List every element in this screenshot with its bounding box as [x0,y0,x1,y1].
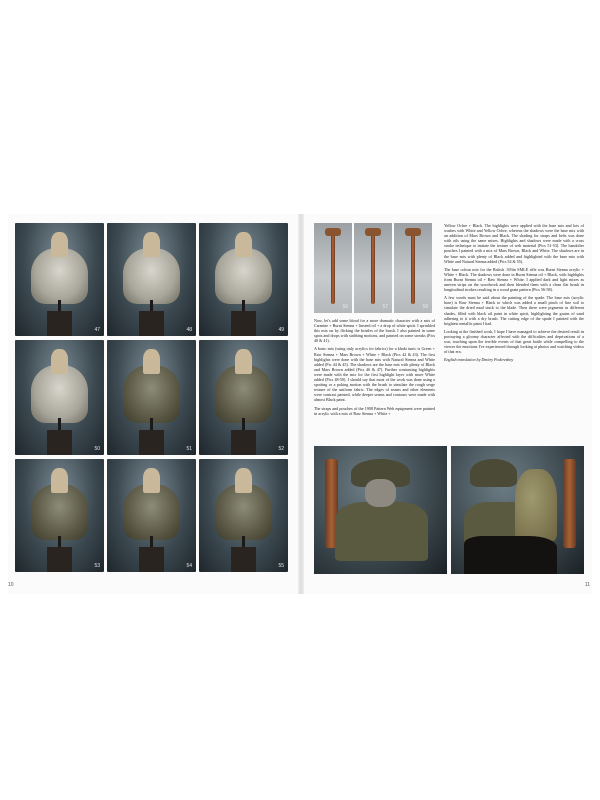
bust-photo-9 [199,459,288,572]
handle-photo-2 [354,223,392,313]
bust-photo-3 [199,223,288,336]
bust-photo-1 [15,223,104,336]
photo-number: 57 [382,304,388,310]
left-page [8,214,298,594]
photo-number: 50 [94,446,100,452]
photo-number: 55 [278,563,284,569]
photo-number: 52 [278,446,284,452]
bust-photo-4 [15,340,104,455]
right-page [304,214,592,594]
paragraph: Looking at the finished work, I hope I have managed to achieve the desired result in portraying a gloomy character affected with the difficulties and deprivations of a war, touching upon the terrible events of that great battle while compelling to the viewer the emotions I've experienced through looking at photos and watching videos of that era. [444,328,584,355]
photo-number: 51 [186,446,192,452]
paragraph: Now, let's add some blood for a more dramatic character with a mix of Carmine + Burnt Sienna + linseed oil + a drop of white spirit. I sprinkled this mix on by flicking the bristles of the brush. I also painted in some spots and drops with stabbing motions, and painted on some streaks (Pics 40 & 41). [314,318,435,344]
text-column-left [314,318,435,419]
finished-bust-photo-back [451,446,584,574]
paragraph: The base colour mix for the British .303in SMLE rifle was Burnt Sienna acrylic + White + Black. The shadows were done in Burnt Sienna oil + Black, with highlights from Burnt Sienna oil + Raw Sienna + White. I applied dark and light mixes as uneven strips on the woodwork and then blended them with a clean flat brush in longitudinal strokes resulting in a wood grain pattern (Pics 56-58). [444,266,584,293]
bust-photo-8 [107,459,196,572]
paragraph: Yellow Ochre + Black. The highlights were applied with the base mix and lots of washes with White and Yellow Ochre, whereas the shadows were the base mix with an addition of Mars Brown and Black. The shading for straps and belts was done with oils using the same mixes. Highlights and shadows were made with a cross stroke technique to imitate the texture of web material (Pics 51-53). The bandolier pouches I painted with a mix of Mars Brown, Black and White. The shadows are in the base mix with plenty of Black added and highlighted with the base mix with White and Natural Sienna added (Pics 54 & 55). [444,223,584,264]
magazine-spread [8,214,592,594]
bust-photo-5 [107,340,196,455]
photo-number: 53 [94,563,100,569]
text-column-right [444,223,584,365]
handle-photo-1 [314,223,352,313]
translation-credit: English translation by Dmitry Poderezhny [444,357,514,363]
photo-number: 49 [278,327,284,333]
bust-photo-2 [107,223,196,336]
finished-bust-photo-front [314,446,447,574]
photo-number: 56 [342,304,348,310]
handle-photo-3 [394,223,432,313]
paragraph: The straps and pouches of the 1908 Pattern Web equipment were painted in acrylic with a mix of Raw Sienna + White + [314,405,435,416]
photo-number: 47 [94,327,100,333]
photo-number: 58 [422,304,428,310]
paragraph: A basic mix (using only acrylics for fabrics) for a khaki tunic is Green + Raw Sienna + Mars Brown + White + Black (Pics 42 & 43). The first highlights were done with the base mix with Natural Sienna and White added (Pic 44 & 45). The shadows are the base mix with plenty of Black and Mars Brown added (Pics 46 & 47). Further contrasting highlights were made with the mix for the first highlight layer with more White added (Pics 48-50). I should say that most of the work was done using a spotting or a poking motion with the brush to simulate the rough serge texture of the uniform fabric. The edges of seams and other elements were contrast painted, while deeper seams and contours were made with almost Black paint. [314,346,435,403]
paragraph: A few words must be said about the painting of the spade. The base mix (acrylic base) is Raw Sienna + Black to which was added a small pinch of fine soil to simulate the dried mud stuck to the blade. Then there were pigments in different shades, filled with black oil paint in white spirit, highlighting the grains of sand adhering to it with a dry brush. The cutting edge of the spade I painted with the brightest metallic paint I had. [444,295,584,326]
bust-photo-7 [15,459,104,572]
page-number-left: 10 [8,582,14,588]
photo-number: 54 [186,563,192,569]
photo-number: 48 [186,327,192,333]
bust-photo-6 [199,340,288,455]
page-number-right: 11 [584,582,590,588]
